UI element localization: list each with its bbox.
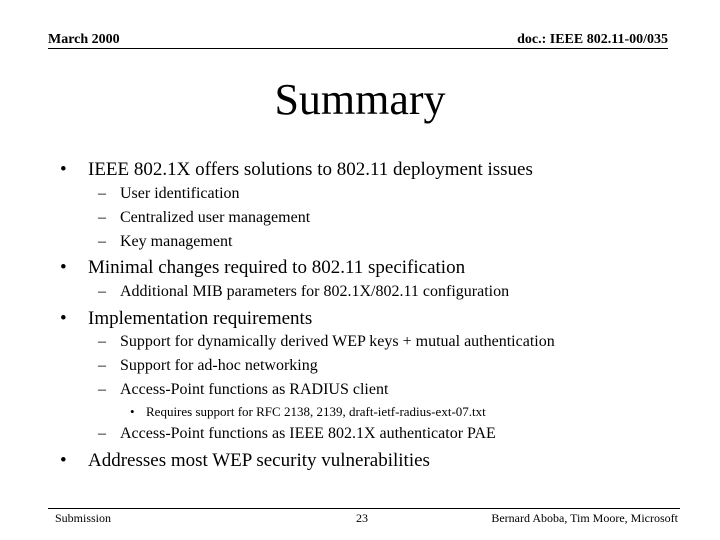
bullet-item: [60, 257, 465, 279]
bullet-text: Minimal changes required to 802.11 specification: [88, 257, 466, 278]
sub-bullet-text: Centralized user management: [120, 209, 311, 226]
footer-page-number: 23: [356, 511, 368, 525]
dash-marker: –: [98, 333, 106, 350]
header-divider: [48, 48, 668, 49]
footer-divider: [48, 508, 680, 509]
sub-sub-bullet-item: [130, 404, 486, 420]
bullet-item: [60, 450, 430, 472]
bullet-item: [60, 159, 533, 181]
sub-bullet-text: Support for ad-hoc networking: [120, 357, 318, 374]
sub-bullet-text: User identification: [120, 185, 240, 202]
sub-bullet-text: Access-Point functions as RADIUS client: [120, 381, 389, 398]
dash-marker: –: [98, 209, 106, 226]
sub-bullet-text: Access-Point functions as IEEE 802.1X authenticator PAE: [120, 425, 496, 442]
bullet-text: Addresses most WEP security vulnerabilities: [88, 450, 430, 471]
sub-bullet-text: Key management: [120, 233, 233, 250]
dash-marker: –: [98, 283, 106, 300]
dash-marker: –: [98, 357, 106, 374]
dash-marker: –: [98, 425, 106, 442]
dash-marker: –: [98, 185, 106, 202]
sub-bullet-item: [98, 425, 496, 443]
sub-bullet-item: [98, 283, 509, 301]
bullet-item: [60, 308, 312, 330]
dash-marker: –: [98, 381, 106, 398]
sub-bullet-text: Additional MIB parameters for 802.1X/802.11 configuration: [120, 283, 510, 300]
bullet-text: Implementation requirements: [88, 308, 313, 329]
bullet-marker: •: [60, 159, 67, 180]
sub-bullet-item: [98, 185, 240, 203]
sub-bullet-item: [98, 333, 555, 351]
bullet-marker: •: [60, 450, 67, 471]
header-doc-number: doc.: IEEE 802.11-00/035: [517, 32, 668, 47]
footer-authors: Bernard Aboba, Tim Moore, Microsoft: [491, 511, 678, 525]
bullet-marker: •: [60, 257, 67, 278]
slide-title: Summary: [274, 75, 446, 124]
sub-bullet-item: [98, 233, 232, 251]
bullet-marker: •: [60, 308, 67, 329]
dash-marker: –: [98, 233, 106, 250]
sub-sub-bullet-text: Requires support for RFC 2138, 2139, draft-ietf-radius-ext-07.txt: [146, 404, 486, 419]
sub-bullet-item: [98, 357, 318, 375]
sub-bullet-item: [98, 381, 388, 399]
bullet-text: IEEE 802.1X offers solutions to 802.11 deployment issues: [88, 159, 533, 180]
header-date: March 2000: [48, 32, 120, 47]
sub-bullet-text: Support for dynamically derived WEP keys + mutual authentication: [120, 333, 555, 350]
footer-submission: Submission: [55, 511, 112, 525]
small-bullet-marker: •: [130, 404, 135, 419]
sub-bullet-item: [98, 209, 310, 227]
